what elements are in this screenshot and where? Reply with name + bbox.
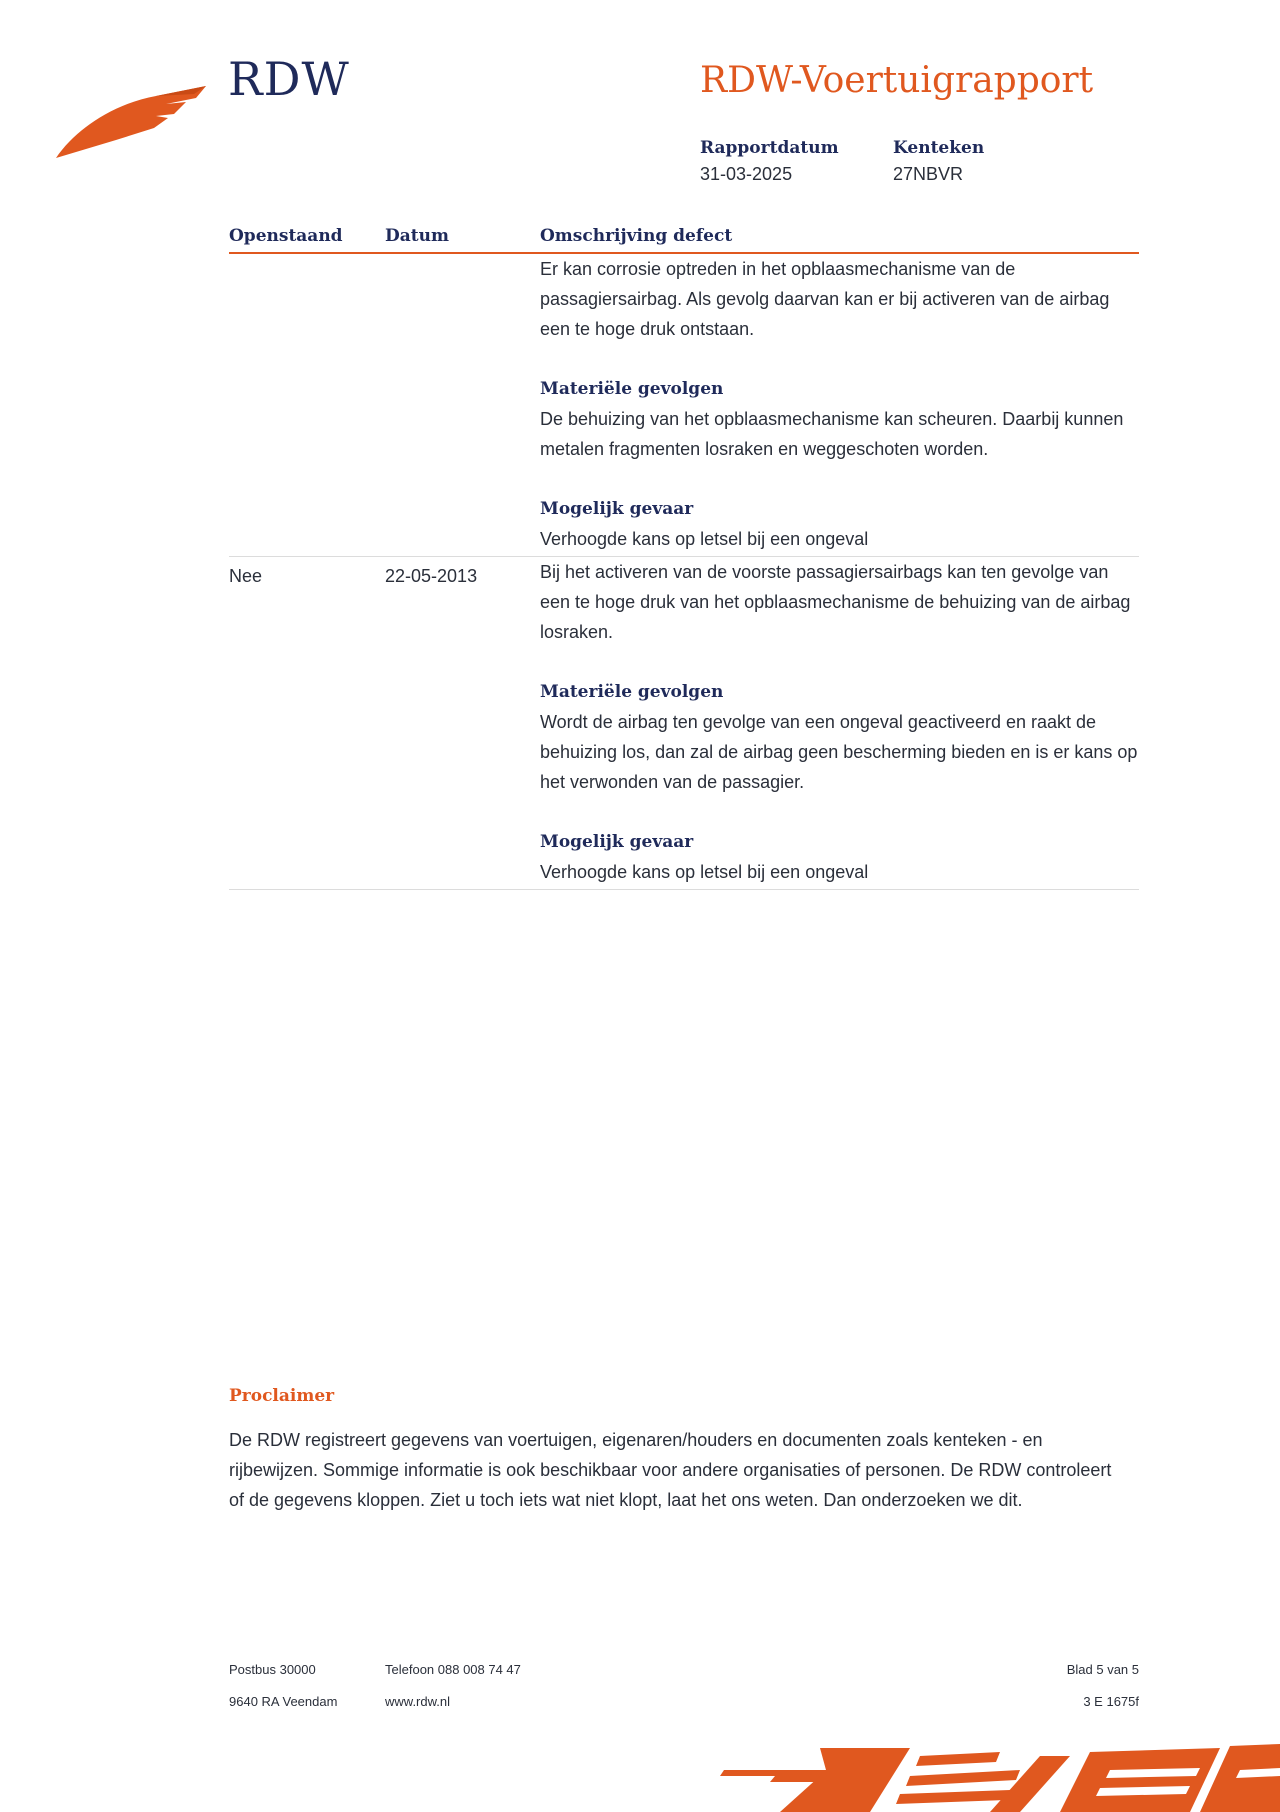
meta-label: Rapportdatum (700, 138, 839, 158)
footer-address-line2: 9640 RA Veendam (229, 1694, 338, 1709)
meta-value: 27NBVR (893, 164, 964, 184)
table-row (229, 557, 1139, 890)
materiele-gevolgen-label: Materiële gevolgen (540, 682, 724, 702)
decorative-stripes-icon (720, 1736, 1280, 1812)
column-header-datum: Datum (385, 226, 449, 246)
footer-address-line1: Postbus 30000 (229, 1662, 316, 1677)
materiele-gevolgen-text: De behuizing van het opblaasmechanisme kan scheuren. Daarbij kunnen metalen fragmenten losraken en weggeschoten worden. (540, 409, 1124, 459)
footer-document-code: 3 E 1675f (1083, 1694, 1139, 1709)
column-header-omschrijving: Omschrijving defect (540, 226, 733, 246)
defects-table (229, 224, 1139, 890)
footer-website[interactable]: www.rdw.nl (385, 1694, 451, 1709)
meta-label: Kenteken (893, 138, 985, 158)
defect-description: Er kan corrosie optreden in het opblaasmechanisme van de passagiersairbag. Als gevolg daarvan kan er bij activeren van de airbag een te hoge druk ontstaan. (540, 259, 1110, 339)
cell-openstaand: Nee (229, 566, 263, 586)
footer-page-number: Blad 5 van 5 (1066, 1662, 1139, 1677)
mogelijk-gevaar-label: Mogelijk gevaar (540, 499, 694, 519)
report-title: RDW-Voertuigrapport (700, 60, 1094, 101)
logo-text: RDW (228, 52, 350, 106)
cell-description (540, 254, 1139, 554)
rdw-logo-icon (56, 78, 206, 164)
proclaimer-title: Proclaimer (229, 1386, 335, 1406)
cell-description (540, 557, 1139, 887)
column-header-openstaand: Openstaand (229, 226, 343, 246)
defect-description: Bij het activeren van de voorste passagiersairbags kan ten gevolge van een te hoge druk van het opblaasmechanisme de behuizing van de airbag losraken. (540, 562, 1131, 642)
mogelijk-gevaar-text: Verhoogde kans op letsel bij een ongeval (540, 529, 869, 549)
footer-phone: Telefoon 088 008 74 47 (385, 1662, 521, 1677)
meta-value: 31-03-2025 (700, 164, 793, 184)
table-row (229, 254, 1139, 557)
proclaimer-text: De RDW registreert gegevens van voertuigen, eigenaren/houders en documenten zoals kenteken - en rijbewijzen. Sommige informatie is ook beschikbaar voor andere organisaties of personen. De RDW controleert of de gegevens kloppen. Ziet u toch iets wat niet klopt, laat het ons weten. Dan onderzoeken we dit. (229, 1430, 1112, 1510)
mogelijk-gevaar-text: Verhoogde kans op letsel bij een ongeval (540, 862, 869, 882)
materiele-gevolgen-label: Materiële gevolgen (540, 379, 724, 399)
mogelijk-gevaar-label: Mogelijk gevaar (540, 832, 694, 852)
materiele-gevolgen-text: Wordt de airbag ten gevolge van een ongeval geactiveerd en raakt de behuizing los, dan zal de airbag geen bescherming bieden en is er kans op het verwonden van de passagier. (540, 712, 1138, 792)
meta-license-plate (893, 138, 984, 185)
cell-datum: 22-05-2013 (385, 566, 478, 586)
meta-report-date (700, 138, 839, 185)
table-header (229, 224, 1139, 254)
